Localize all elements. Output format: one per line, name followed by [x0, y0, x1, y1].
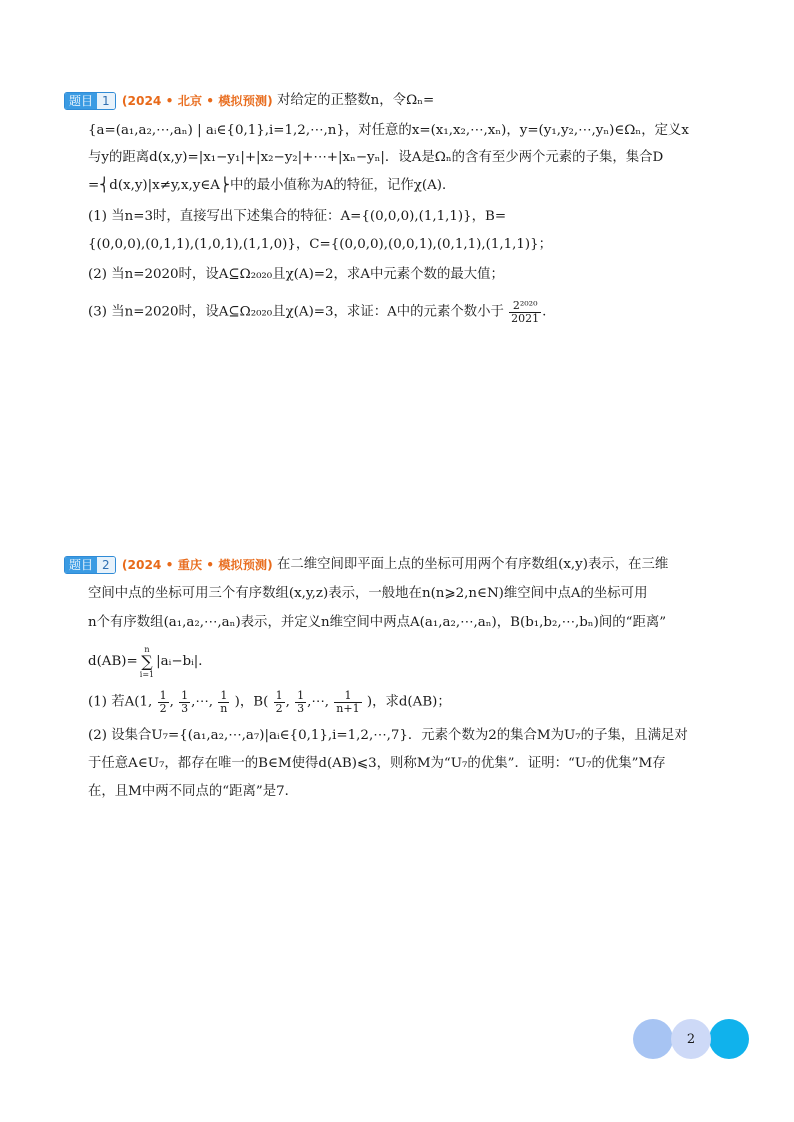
fraction — [218, 690, 229, 715]
question-1-line: (1) 若A(1, $\frac{1}{2}$ , $\frac{1}{3}$ ,⋯, $\frac{1}{n}$ )，B( $\frac{1}{2}$ , $\frac{1}{3}$ ,⋯, $\frac{1}{n+1}$ )，求d(AB)； — [88, 689, 451, 715]
summation-upper: n — [144, 645, 150, 654]
problem-source: (2024 • 北京 • 模拟预测) — [121, 94, 273, 108]
fraction-denominator: n+1 — [336, 702, 360, 715]
question-3-line — [88, 300, 546, 325]
badge-number: 2 — [97, 557, 115, 573]
page-circle-left — [633, 1019, 673, 1059]
badge-label: 题目 — [65, 93, 97, 109]
question-2-line: 在，且M中两不同点的“距离”是7． — [88, 784, 298, 799]
formula-text: |aᵢ−bᵢ|． — [156, 654, 212, 669]
end-mark: . — [542, 304, 547, 320]
fraction-denominator: 3 — [297, 702, 305, 715]
problem-text-line: 与y的距离d(x,y)=|x₁−y₁|+|x₂−y₂|+⋯+|xₙ−yₙ|．设A是Ωₙ的含有至少两个元素的子集，集合D — [88, 150, 664, 165]
problem-source: (2024 • 重庆 • 模拟预测) — [121, 558, 273, 572]
problem-text-line: 对给定的正整数n，令Ω — [276, 93, 418, 108]
fraction-numerator: 1 — [334, 690, 361, 703]
summation-lower: i=1 — [139, 670, 155, 679]
fraction-numerator: 2²⁰²⁰ — [509, 300, 541, 313]
fraction-denominator: 3 — [181, 702, 189, 715]
question-1-line: {(0,0,0),(0,1,1),(1,0,1),(1,1,0)}，C={(0,0,0),(0,0,1),(0,1,1),(1,1,1)}； — [88, 237, 553, 252]
fraction-denominator: 2 — [159, 702, 167, 715]
fraction — [274, 690, 285, 715]
fraction-numerator: 1 — [181, 689, 189, 702]
problem-badge — [64, 556, 116, 574]
fraction-denominator: 2021 — [511, 312, 540, 325]
problem-text-line: 空间中点的坐标可用三个有序数组(x,y,z)表示，一般地在n(n⩾2,n∈N)维空间中点A的坐标可用 — [88, 586, 648, 601]
fraction-numerator: 1 — [218, 690, 229, 703]
fraction — [334, 690, 361, 715]
fraction-numerator: 1 — [159, 689, 167, 702]
question-2-line: (2) 当n=2020时，设A⊆Ω₂₀₂₀且χ(A)=2，求A中元素个数的最大值； — [88, 267, 504, 282]
problem-text-line: 在二维空间即平面上点的坐标可用两个有序数组(x,y)表示，在三维 — [276, 557, 669, 572]
fraction-numerator: 1 — [297, 689, 305, 702]
fraction-numerator: 1 — [275, 689, 283, 702]
problem-badge — [64, 92, 116, 110]
fraction — [509, 300, 541, 325]
fraction-denominator: 2 — [275, 702, 283, 715]
point-a-label: (1) 若A(1, — [88, 694, 153, 710]
point-b-label: )，B( — [234, 694, 269, 710]
fraction-denominator: n — [220, 702, 228, 715]
question-3-text: (3) 当n=2020时，设A⊆Ω₂₀₂₀且χ(A)=3，求证：A中的元素个数小于 — [88, 304, 504, 320]
formula-text: d(AB)= — [88, 654, 138, 669]
problem-1-header — [64, 92, 434, 111]
problem-text-line: {a=(a₁,a₂,⋯,aₙ) | aᵢ∈{0,1},i=1,2,⋯,n}，对任意的x=(x₁,x₂,⋯,xₙ)，y=(y₁,y₂,⋯,yₙ)∈Ωₙ，定义x — [88, 123, 689, 138]
fraction — [295, 690, 306, 715]
question-2-line: 于任意A∈U₇，都存在唯一的B∈M使得d(AB)⩽3，则称M为“U₇的优集”．证明：“U₇的优集”M存 — [88, 756, 666, 771]
problem-text-line: n个有序数组(a₁,a₂,⋯,aₙ)表示，并定义n维空间中两点A(a₁,a₂,⋯,aₙ)，B(b₁,b₂,⋯,bₙ)间的“距离” — [88, 615, 667, 630]
question-1-tail: )，求d(AB)； — [366, 694, 451, 710]
page-number: 2 — [671, 1019, 711, 1059]
distance-formula — [88, 645, 212, 679]
problem-text-line: =⎨d(x,y)|x≠y,x,y∈A⎬中的最小值称为A的特征，记作χ(A)． — [88, 178, 456, 193]
badge-label: 题目 — [65, 557, 97, 573]
question-2-line: (2) 设集合U₇={(a₁,a₂,⋯,a₇)|aᵢ∈{0,1},i=1,2,⋯,7}．元素个数为2的集合M为U₇的子集，且满足对 — [88, 728, 688, 743]
problem-2-header — [64, 556, 668, 575]
badge-number: 1 — [97, 93, 115, 109]
problem-text-line: ₙ= — [417, 93, 435, 108]
page-circle-right — [709, 1019, 749, 1059]
summation — [140, 645, 154, 679]
fraction — [158, 690, 169, 715]
question-1-line: (1) 当n=3时，直接写出下述集合的特征：A={(0,0,0),(1,1,1)}，B= — [88, 209, 507, 224]
summation-symbol: ∑ — [141, 652, 153, 671]
page-number-decoration — [633, 1019, 749, 1059]
fraction — [179, 690, 190, 715]
